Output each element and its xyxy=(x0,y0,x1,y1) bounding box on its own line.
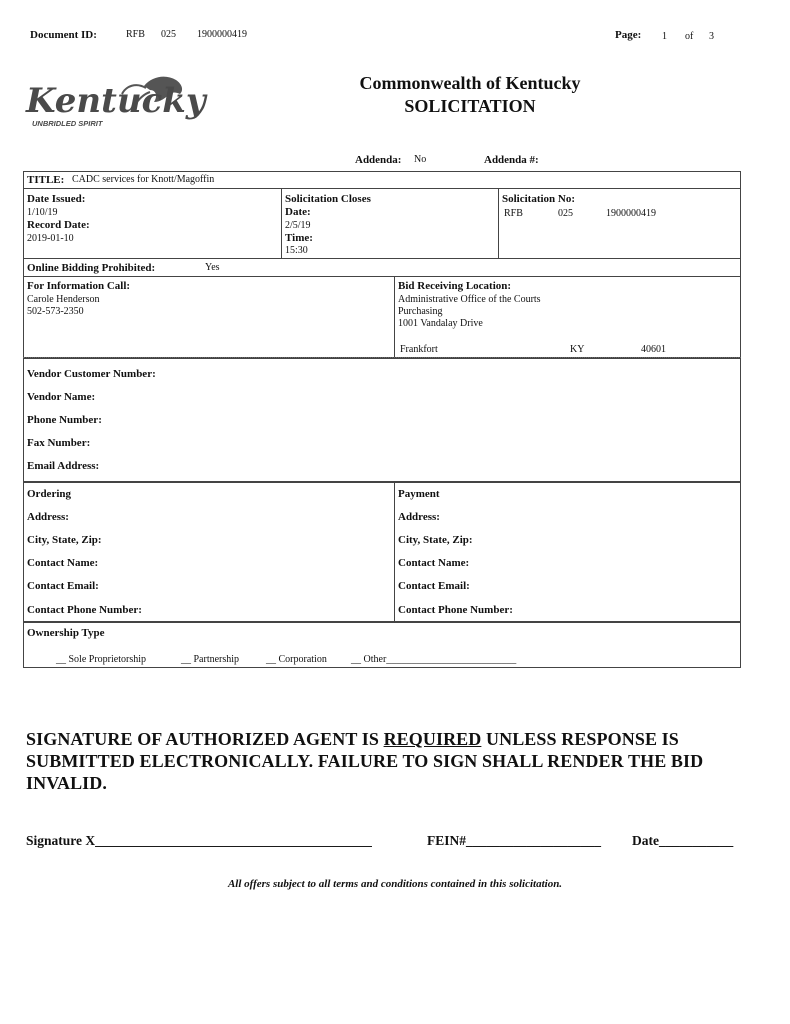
vendor-fax-label: Fax Number: xyxy=(27,437,91,449)
notice-part2: UNLESS RESPONSE IS SUBMITTED ELECTRONICALLY. FAILURE TO SIGN SHALL RENDER THE BID INVALID. xyxy=(26,729,704,793)
date-issued-label: Date Issued: xyxy=(27,193,86,205)
payment-heading: Payment xyxy=(398,488,440,500)
date-issued-value: 1/10/19 xyxy=(27,207,58,218)
page-current: 1 xyxy=(662,31,667,42)
notice-part1: SIGNATURE OF AUTHORIZED AGENT IS xyxy=(26,729,379,749)
ordering-contact-name-label: Contact Name: xyxy=(27,557,99,569)
vendor-name-label: Vendor Name: xyxy=(27,391,96,403)
record-date-label: Record Date: xyxy=(27,219,90,231)
ordering-city-label: City, State, Zip: xyxy=(27,534,102,546)
online-bidding-value: Yes xyxy=(205,262,220,273)
bid-location-state: KY xyxy=(570,344,585,355)
terms-footer: All offers subject to all terms and conditions contained in this solicitation. xyxy=(227,878,563,890)
ordering-contact-phone-label: Contact Phone Number: xyxy=(27,604,142,616)
bid-location-city: Frankfort xyxy=(400,344,438,355)
ordering-payment-box xyxy=(23,482,741,622)
closes-time-value: 15:30 xyxy=(285,245,308,256)
bid-location-line1: Administrative Office of the Courts xyxy=(398,294,541,305)
solicitation-number-code: 1900000419 xyxy=(606,208,656,219)
bid-location-line3: 1001 Vandalay Drive xyxy=(398,318,483,329)
closes-date-value: 2/5/19 xyxy=(285,220,311,231)
signature-field[interactable]: Signature X_________________________________________ xyxy=(26,833,372,848)
notice-emphasis: REQUIRED xyxy=(383,729,482,749)
page-total: 3 xyxy=(709,31,714,42)
bid-location-label: Bid Receiving Location: xyxy=(398,280,512,292)
page-label: Page: xyxy=(615,29,642,41)
information-contact-name: Carole Henderson xyxy=(27,294,100,305)
bid-location-line2: Purchasing xyxy=(398,306,443,317)
ownership-corporation[interactable]: __ Corporation xyxy=(266,654,327,665)
title-label: TITLE: xyxy=(27,174,65,186)
information-call-label: For Information Call: xyxy=(27,280,131,292)
ordering-heading: Ordering xyxy=(27,488,71,500)
payment-contact-name-label: Contact Name: xyxy=(398,557,470,569)
page-subtitle: SOLICITATION xyxy=(404,96,536,116)
solicitation-closes-label: Solicitation Closes xyxy=(285,193,371,205)
document-id-type: RFB xyxy=(126,29,145,40)
document-id-number: 025 xyxy=(161,29,176,40)
payment-city-label: City, State, Zip: xyxy=(398,534,473,546)
closes-time-label: Time: xyxy=(285,232,313,244)
information-contact-phone: 502-573-2350 xyxy=(27,306,84,317)
signature-notice xyxy=(26,728,756,794)
solicitation-number-num: 025 xyxy=(558,208,573,219)
addenda-value: No xyxy=(414,154,427,165)
logo-wordmark: Kentucky xyxy=(26,81,206,121)
addenda-number-label: Addenda #: xyxy=(484,154,539,166)
ordering-contact-email-label: Contact Email: xyxy=(27,580,99,592)
ordering-address-label: Address: xyxy=(27,511,69,523)
ownership-heading: Ownership Type xyxy=(27,627,105,639)
vendor-email-label: Email Address: xyxy=(27,460,100,472)
solicitation-number-type: RFB xyxy=(504,208,523,219)
vendor-customer-number-label: Vendor Customer Number: xyxy=(27,368,156,380)
horse-head-icon xyxy=(26,72,206,132)
ownership-sole-proprietorship[interactable]: __ Sole Proprietorship xyxy=(56,654,146,665)
vendor-phone-label: Phone Number: xyxy=(27,414,102,426)
fein-field[interactable]: FEIN#____________________ xyxy=(427,833,602,848)
closes-date-label: Date: xyxy=(285,206,311,218)
logo-tagline: UNBRIDLED SPIRIT xyxy=(32,119,103,128)
online-bidding-label: Online Bidding Prohibited: xyxy=(27,262,156,274)
addenda-label: Addenda: xyxy=(355,154,402,166)
payment-contact-email-label: Contact Email: xyxy=(398,580,470,592)
title-value: CADC services for Knott/Magoffin xyxy=(72,174,215,185)
ownership-partnership[interactable]: __ Partnership xyxy=(181,654,240,665)
kentucky-logo xyxy=(26,72,206,132)
page-of: of xyxy=(685,31,694,42)
document-id-code: 1900000419 xyxy=(197,29,247,40)
solicitation-number-label: Solicitation No: xyxy=(502,193,576,205)
bid-location-zip: 40601 xyxy=(641,344,666,355)
page-title: Commonwealth of Kentucky xyxy=(359,73,581,93)
date-field[interactable]: Date___________ xyxy=(632,833,734,848)
ownership-other[interactable]: __ Other__________________________ xyxy=(351,654,517,665)
record-date-value: 2019-01-10 xyxy=(27,233,74,244)
payment-contact-phone-label: Contact Phone Number: xyxy=(398,604,513,616)
document-id-label: Document ID: xyxy=(30,29,97,41)
payment-address-label: Address: xyxy=(398,511,440,523)
